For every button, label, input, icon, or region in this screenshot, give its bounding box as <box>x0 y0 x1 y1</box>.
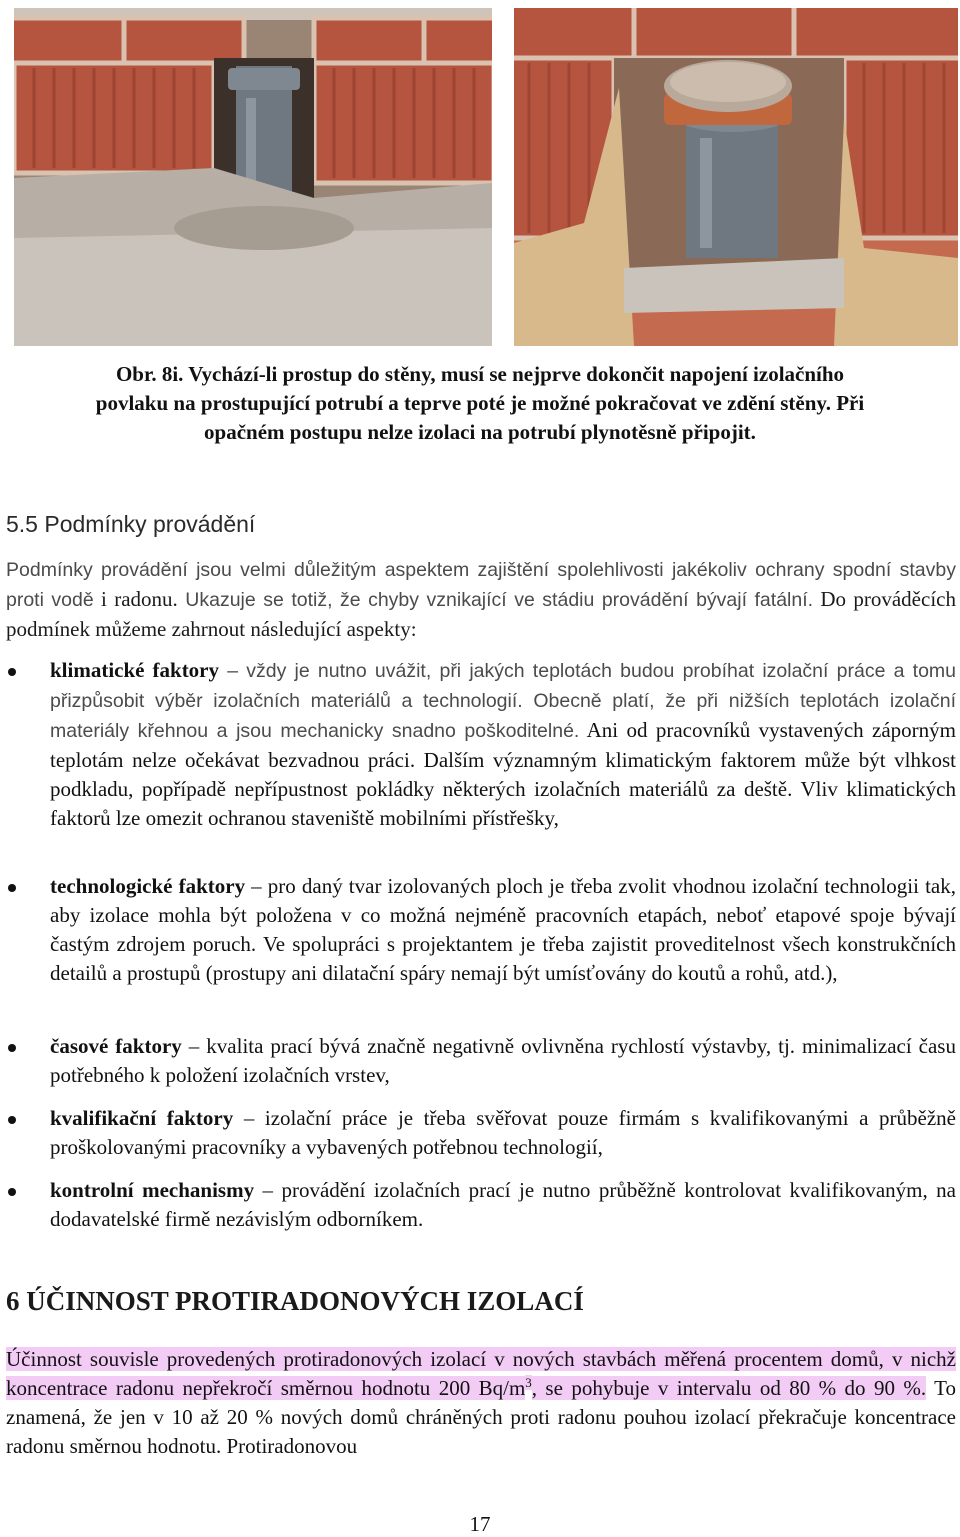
bullet-icon <box>8 1116 16 1124</box>
section-heading-5-5: 5.5 Podmínky provádění <box>6 511 256 537</box>
figure-photos <box>14 8 958 346</box>
list-item-text <box>50 656 956 833</box>
list-item-body: Ani od pracovníků vystavených záporným teplotám nelze očekávat bezvadnou práci. Dalším významným klimatickým faktorem může být vlhkost podkladu, popřípadě nepřípustnost pokládky některých izolačních materiálů za deště. Vliv klimatických faktorů lze omezit ochranou staveniště mobilními přístřešky, <box>50 718 957 830</box>
paragraph-text: To znamená, že jen v 10 až 20 % nových domů chráněných proti radonu pouhou izolací překračuje koncentrace radonu směrnou hodnotu. Protiradonovou <box>6 1376 956 1458</box>
photo-pipe-through-wall-right <box>514 8 958 346</box>
highlighted-text: Účinnost souvisle provedených protiradonových izolací v nových stavbách měřená procentem domů, v nichž koncentrace radonu nepřekročí směrnou hodnotu 200 Bq/m <box>6 1347 956 1400</box>
caption-line: povlaku na prostupující potrubí a teprve poté je možné pokračovat ve zdění stěny. Při <box>95 391 865 415</box>
list-item-term: klimatické faktory <box>50 658 220 682</box>
caption-line: opačném postupu nelze izolaci na potrubí plynotěsně připojit. <box>204 420 756 444</box>
list-item-body: – pro daný tvar izolovaných ploch je třeba zvolit vhodnou izolační technologii tak, aby izolace mohla být položena v co možná nejméně pracovních etapách, neboť etapové spoje bývají častým zdrojem poruch. Ve spolupráci s projektantem je třeba zajistit proveditelnost všech konstrukčních detailů a prostupů (prostupy ani dilatační spáry nemají být umísťovány do koutů a rohů, atd.), <box>50 874 956 985</box>
section-5-5-paragraph <box>6 556 956 645</box>
list-item-text <box>50 872 956 988</box>
bullet-icon <box>8 1188 16 1196</box>
list-item-term: časové faktory <box>50 1034 182 1058</box>
figure-caption <box>20 360 940 447</box>
list-item-body: – izolační práce je třeba svěřovat pouze firmám s kvalifikovanými a průběžně proškolovanými pracovníky a vybavených potřebnou technologií, <box>50 1106 956 1159</box>
highlighted-text: , se pohybuje v intervalu od 80 % do 90 %. <box>531 1376 927 1400</box>
bullet-icon <box>8 884 16 892</box>
paragraph-text: Ukazuje se totiž, že chyby vznikající ve stádiu provádění bývají fatální. <box>177 589 814 611</box>
list-item-term: kvalifikační faktory <box>50 1106 234 1130</box>
page-number: 17 <box>469 1512 491 1536</box>
list-item-term: technologické faktory <box>50 874 246 898</box>
superscript: 3 <box>525 1375 532 1390</box>
list-item-term: kontrolní mechanismy <box>50 1178 255 1202</box>
list-item-body: – vždy je nutno uvážit, při jakých teplotách budou probíhat izolační práce a tomu přizpůsobit výběr izolačních materiálů a technologií. Obecně platí, že při nižších teplotách izolační materiály křehnou a jsou mechanicky snadno poškoditelné. <box>50 660 957 742</box>
paragraph-text: i radonu. <box>93 587 178 611</box>
list-item-text <box>50 1104 956 1162</box>
caption-line: Obr. 8i. Vychází-li prostup do stěny, musí se nejprve dokončit napojení izolačního <box>115 362 845 386</box>
paragraph-text: Podmínky provádění jsou velmi důležitým aspektem zajištění spolehlivosti jakékoliv ochrany spodní stavby proti vodě <box>6 559 956 611</box>
bullet-icon <box>8 668 16 676</box>
list-item-text <box>50 1176 956 1234</box>
list-item-body: – provádění izolačních prací je nutno průběžně kontrolovat kvalifikovaným, na dodavatelské firmě nezávislým odborníkem. <box>50 1178 956 1231</box>
list-item-body: – kvalita prací bývá značně negativně ovlivněna rychlostí výstavby, tj. minimalizací času potřebného k položení izolačních vrstev, <box>50 1034 956 1087</box>
section-6-paragraph <box>6 1345 956 1461</box>
bullet-icon <box>8 1044 16 1052</box>
photo-left-drawing <box>14 8 492 346</box>
section-heading-6: 6 ÚČINNOST PROTIRADONOVÝCH IZOLACÍ <box>6 1286 584 1316</box>
photo-pipe-through-wall-left <box>14 8 492 346</box>
list-item-text <box>50 1032 956 1090</box>
paragraph-text: Do prováděcích podmínek můžeme zahrnout následující aspekty: <box>6 587 956 641</box>
photo-right-drawing <box>514 8 958 346</box>
